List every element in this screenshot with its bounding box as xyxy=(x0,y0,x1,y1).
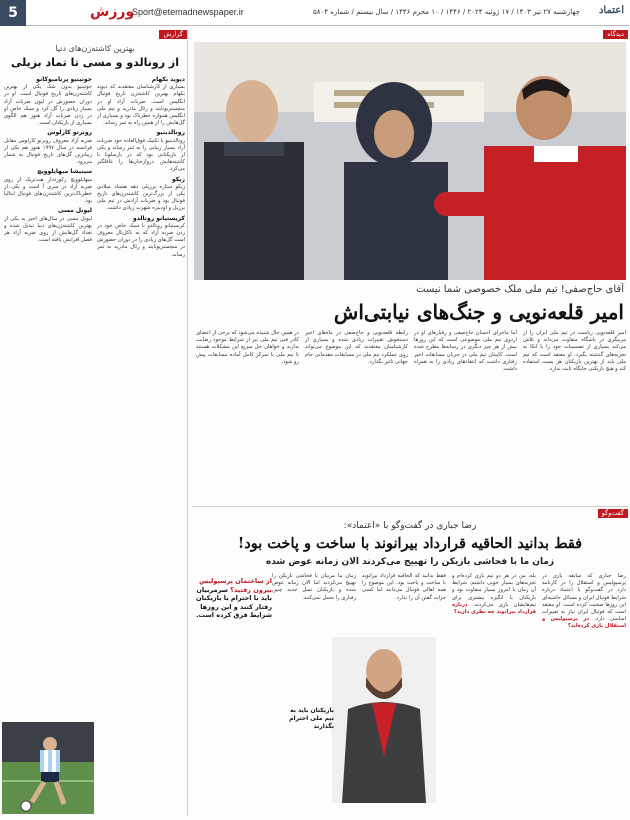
interview-column-1 xyxy=(542,573,626,813)
column-heading: سینیشا میهایلوویچ xyxy=(37,168,92,176)
column-text: لیونل مسی در سال‌های اخیر به یکی از بهترین کاشته‌زن‌های دنیا تبدیل شده و تعداد گل‌هایش از روی ضربه آزاد هر فصل افزایش یافته است. xyxy=(4,215,92,244)
column-text: ضربه آزاد معروف روبرتو کارلوس مقابل فرانسه در سال ۱۹۹۷ هنوز هم یکی از زیباترین گل‌های تاریخ فوتبال به شمار می‌رود. xyxy=(4,137,92,166)
column-text: رضا جباری که سابقه بازی در پرسپولیس و استقلال را در کارنامه دارد در گفت‌وگو با اعتماد درباره شرایط فوتبال ایران و مسائل حاشیه‌ای این روزها صحبت کرده است. او معتقد است که فوتبال ایران نیاز به تغییرات اساسی دارد. xyxy=(542,573,626,623)
left-article xyxy=(2,30,188,816)
page-number: 5 xyxy=(0,0,26,26)
section-email: Sport@etemadnewspaper.ir xyxy=(132,7,244,17)
interview-question: در پرسپولیس و استقلال بازی کرده‌اید؟ xyxy=(542,616,626,630)
interviewee-photo xyxy=(332,637,436,803)
column-text: رونالدینیو با تکنیک فوق‌العاده خود ضربات آزاد بسیار زیبایی را به ثمر رساند و یکی از بازیکنانی بود که در بارسلونا با کاشته‌هایش دروازه‌بان‌ها را غافلگیر می‌کرد. xyxy=(97,137,185,173)
article-headline: فقط بدانید الحاقیه قرارداد بیرانوند با ساخت و پاخت بود! xyxy=(237,535,583,552)
interview-sidebar xyxy=(196,577,272,620)
interview-column-2 xyxy=(452,573,536,813)
article-kicker: آقای حاج‌صفی! تیم ملی ملک خصوصی شما نیست xyxy=(416,284,624,295)
coach-and-player-photo xyxy=(194,42,626,280)
article-tag: گفت‌وگو xyxy=(598,509,628,518)
sidebar-text: سرمربیان باید با احترام با بازیکنان رفتار کنند و این روزها شرایط فرق کرده است. xyxy=(196,585,272,619)
column-heading: جونینیو پرنامبوکانو xyxy=(36,76,92,83)
column-text: کریستیانو رونالدو با سبک خاص خود در زدن ضربه آزاد که به ناکل‌بال معروف است گل‌های زیادی را در دوران حضورش در منچستریونایتد و رئال مادرید به ثمر رساند. xyxy=(97,222,185,258)
column-heading: لیونل مسی xyxy=(57,207,92,215)
article-title: از رونالدو و مسی تا تماد بزیلی xyxy=(10,56,180,69)
column-text: بله، من در هر دو تیم بازی کرده‌ام و تجربه‌های بسیار خوبی داشتم. شرایط آن زمان با امروز بسیار متفاوت بود و بازیکنان با انگیزه بیشتری برای تیم‌هایشان بازی می‌کردند. xyxy=(452,573,536,608)
article-column-2: اما ماجرای احسان حاج‌صفی و رفتارهای او در اردوی تیم ملی موضوعی است که این روزها بیش از هر چیز دیگری در رسانه‌ها مطرح شده است. کاپیتان تیم ملی در جریان مسابقات اخیر رفتاری داشت که انتقادهای زیادی را به همراه داشت. xyxy=(414,330,517,373)
column-text: جونینیو بدون شک یکی از بهترین کاشته‌زن‌های تاریخ فوتبال است. او در دوران حضورش در لیون ضربات آزاد بسیار زیادی را گل کرد و سبک خاص او در زدن ضربات آزاد هنوز هم الگوی بسیاری از بازیکنان است. xyxy=(4,84,92,127)
interview-article xyxy=(192,506,628,816)
article-kicker: رضا جباری در گفت‌وگو با «اعتماد»: xyxy=(343,521,477,531)
column-heading: کریستیانو رونالدو xyxy=(133,214,185,222)
article-tag: گزارش xyxy=(159,30,187,39)
article-subtitle: بهترین کاشته‌زن‌های دنیا xyxy=(55,44,135,53)
article-tag: دیدگاه xyxy=(603,30,628,39)
article-column-1: امیر قلعه‌نویی ریاست در تیم ملی ایران را از مربیگری در باشگاه متفاوت می‌داند و تلاش می‌کند بسیاری از تصمیمات خود را با اتکا به تجربه‌های گذشته بگیرد. او معتقد است که تیم ملی باید از بهترین بازیکنان هر پست استفاده کند و هیچ بازیکنی جایگاه ثابت ندارد. xyxy=(523,330,626,373)
column-heading: زیکو xyxy=(172,175,185,183)
football-player-photo xyxy=(2,722,94,814)
column-text: میهایلوویچ رکورددار هت‌تریک از روی ضربه آزاد در سری آ است و یکی از خطرناک‌ترین کاشته‌زن‌های فوتبال ایتالیا بود. xyxy=(4,176,92,205)
interview-column-3: فقط بدانید که الحاقیه قرارداد بیرانوند با ساخت و پاخت بود. این موضوع را همه اهالی فوتبال می‌دانند اما کسی جرات گفتن آن را ندارد. xyxy=(362,573,446,601)
interview-column-4: زمان ما مربیان با فحاشی بازیکن را تهییج می‌کردند اما الان زمانه عوض شده و بازیکنان نسل جدید چنین رفتاری را تحمل نمی‌کنند. xyxy=(272,573,356,601)
section-title: ورزش xyxy=(90,4,135,20)
article-column-right xyxy=(97,74,185,714)
masthead xyxy=(0,0,630,26)
column-heading: روبرتو کارلوس xyxy=(47,129,92,137)
interview-question: از ساختمان پرسپولیس بیرون رفتید؟ xyxy=(199,577,272,594)
date-line: چهارشنبه ۲۷ تیر ۱۴۰۳ / ۱۷ ژوئیه ۲۰۲۴ / ۱۴۴۶ / ۱۰ محرم ۱۴۴۶ / سال بیستم / شماره ۵۸۰۴ xyxy=(312,8,580,16)
column-heading: رونالدینیو xyxy=(156,129,185,137)
article-column-left xyxy=(4,74,92,718)
newspaper-logo: اعتماد xyxy=(598,5,624,16)
feature-article xyxy=(192,30,628,502)
column-text: زیکو ستاره برزیلی دهه هشتاد میلادی یکی از بزرگ‌ترین کاشته‌زن‌های تاریخ فوتبال بود و ضربات آزادش در تیم ملی برزیل و اودینزه شهرت زیادی داشت. xyxy=(97,183,185,212)
article-column-3: رابطه قلعه‌نویی و حاج‌صفی در ماه‌های اخیر دستخوش تغییرات زیادی شده و بسیاری از کارشناسان معتقدند که این موضوع می‌تواند روی عملکرد تیم ملی در مسابقات مقدماتی جام جهانی تاثیر بگذارد. xyxy=(305,330,408,365)
pull-quote: بازیکنان باید به تیم ملی احترام بگذارند xyxy=(289,707,334,730)
article-column-4: در همین حال شنیده می‌شود که برخی از اعضای کادر فنی تیم ملی نیز از شرایط موجود رضایت ندارند و خواهان حل سریع این مشکلات هستند تا تیم ملی با تمرکز کامل آماده مسابقات پیش رو شود. xyxy=(196,330,299,365)
interview-question: درباره قرارداد بیرانوند چه نظری دارید؟ xyxy=(452,601,536,616)
column-text: بسیاری از کارشناسان معتقدند که دیوید بکهام بهترین کاشته‌زن تاریخ فوتبال انگلیس است. ضربات آزاد او در منچستریونایتد و رئال مادرید و تیم ملی انگلیس همواره خطرناک بود و بسیاری از گل‌هایش را از همین راه به ثمر رساند. xyxy=(97,84,185,127)
article-subtitle: زمان ما با فحاشی بازیکن را تهییج می‌کردند الان زمانه عوض شده xyxy=(265,557,555,567)
column-heading: دیوید بکهام xyxy=(151,76,185,83)
article-headline: امیر قلعه‌نویی و جنگ‌های نیابتی‌اش xyxy=(333,300,624,324)
